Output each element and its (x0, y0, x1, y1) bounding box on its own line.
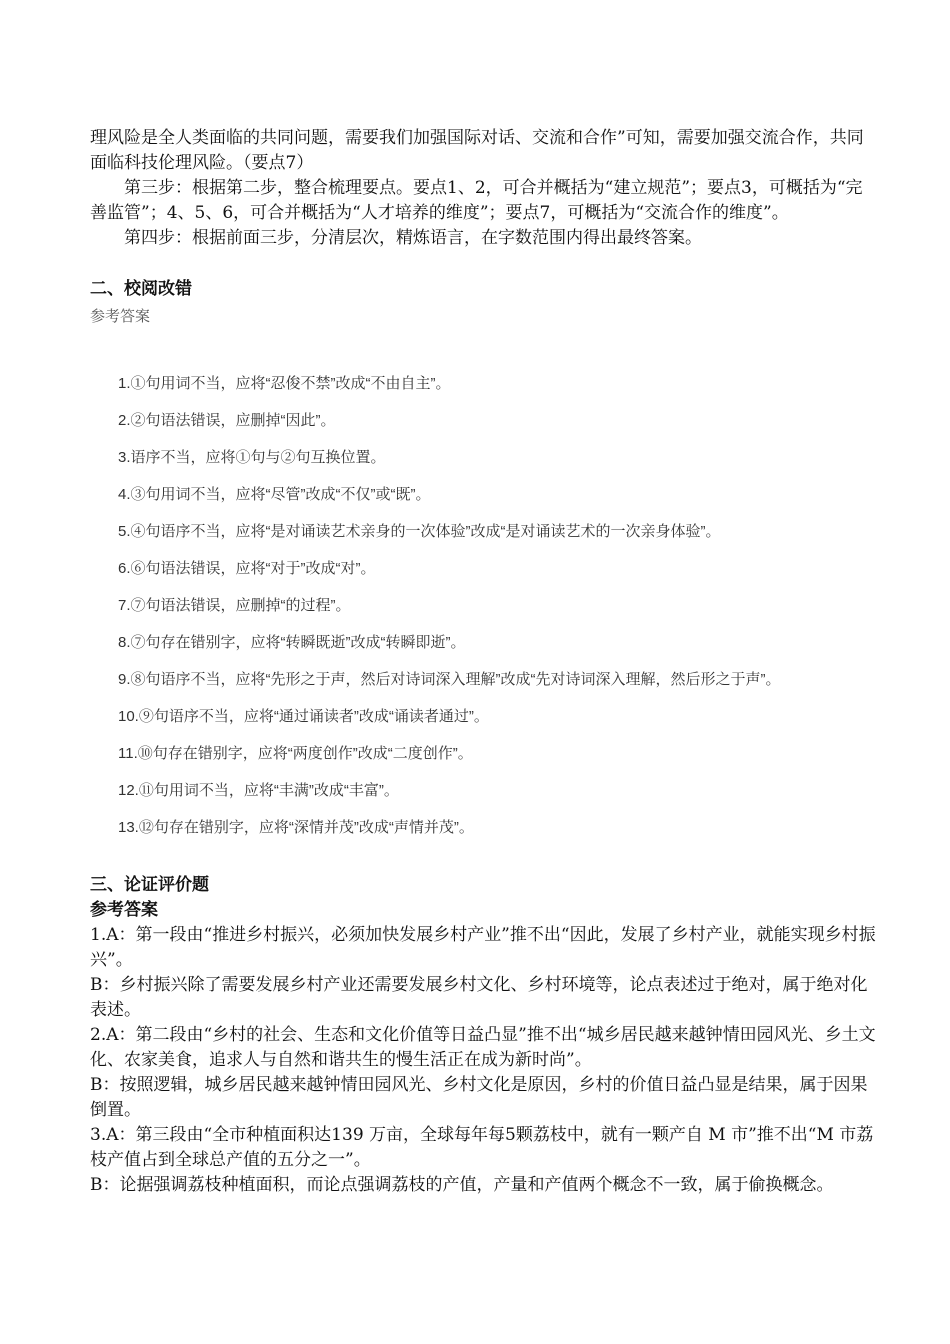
argument-line: B：按照逻辑，城乡居民越来越钟情田园风光、乡村文化是原因，乡村的价值日益凸显是结果，属于因果倒置。 (90, 1075, 868, 1120)
section3-subheading: 参考答案 (90, 900, 158, 920)
list-item: 1.①句用词不当，应将“忍俊不禁”改成“不由自主”。 (118, 375, 451, 392)
list-item: 7.⑦句语法错误，应删掉“的过程”。 (118, 597, 351, 614)
list-item: 4.③句用词不当，应将“尽管”改成“不仅”或“既”。 (118, 486, 431, 503)
list-item: 9.⑧句语序不当，应将“先形之于声，然后对诗词深入理解”改成“先对诗词深入理解，然后形之于声”。 (118, 671, 781, 688)
section2-subheading: 参考答案 (90, 307, 151, 325)
argument-line: 2.A：第二段由“乡村的社会、生态和文化价值等日益凸显”推不出“城乡居民越来越钟情田园风光、乡土文化、农家美食，追求人与自然和谐共生的慢生活正在成为新时尚”。 (90, 1025, 876, 1070)
paragraph-step3: 第三步：根据第二步，整合梳理要点。要点1、2，可合并概括为“建立规范”；要点3，可概括为“完善监管”；4、5、6，可合并概括为“人才培养的维度”；要点7，可概括为“交流合作的维度”。 (90, 178, 863, 223)
argument-line: B：论据强调荔枝种植面积，而论点强调荔枝的产值，产量和产值两个概念不一致，属于偷换概念。 (90, 1175, 834, 1195)
argument-line: B：乡村振兴除了需要发展乡村产业还需要发展乡村文化、乡村环境等，论点表述过于绝对，属于绝对化表述。 (90, 975, 868, 1020)
section2-answer-list (118, 373, 878, 854)
top-paragraphs (90, 126, 870, 251)
list-item: 8.⑦句存在错别字，应将“转瞬既逝”改成“转瞬即逝”。 (118, 634, 466, 651)
list-item: 13.⑫句存在错别字，应将“深情并茂”改成“声情并茂”。 (118, 819, 474, 836)
list-item: 6.⑥句语法错误，应将“对于”改成“对”。 (118, 560, 376, 577)
argument-line: 1.A：第一段由“推进乡村振兴，必须加快发展乡村产业”推不出“因此，发展了乡村产业，就能实现乡村振兴”。 (90, 925, 876, 970)
list-item: 5.④句语序不当，应将“是对诵读艺术亲身的一次体验”改成“是对诵读艺术的一次亲身体验”。 (118, 523, 721, 540)
section2-heading: 二、校阅改错 (90, 279, 192, 299)
paragraph-risk: 理风险是全人类面临的共同问题，需要我们加强国际对话、交流和合作”可知，需要加强交流合作，共同面临科技伦理风险。（要点7） (90, 128, 864, 173)
section3-heading: 三、论证评价题 (90, 875, 209, 895)
section2-header (90, 277, 870, 328)
argument-line: 3.A：第三段由“全市种植面积达139 万亩，全球每年每5颗荔枝中，就有一颗产自 M 市”推不出“M 市荔枝产值占到全球总产值的五分之一”。 (90, 1125, 874, 1170)
list-item: 10.⑨句语序不当，应将“通过诵读者”改成“诵读者通过”。 (118, 708, 489, 725)
list-item: 12.⑪句用词不当，应将“丰满”改成“丰富”。 (118, 782, 399, 799)
list-item: 11.⑩句存在错别字，应将“两度创作”改成“二度创作”。 (118, 745, 473, 762)
paragraph-step4: 第四步：根据前面三步，分清层次，精炼语言，在字数范围内得出最终答案。 (124, 228, 702, 248)
list-item: 2.②句语法错误，应删掉“因此”。 (118, 412, 336, 429)
section3 (90, 873, 880, 1198)
list-item: 3.语序不当，应将①句与②句互换位置。 (118, 449, 386, 466)
